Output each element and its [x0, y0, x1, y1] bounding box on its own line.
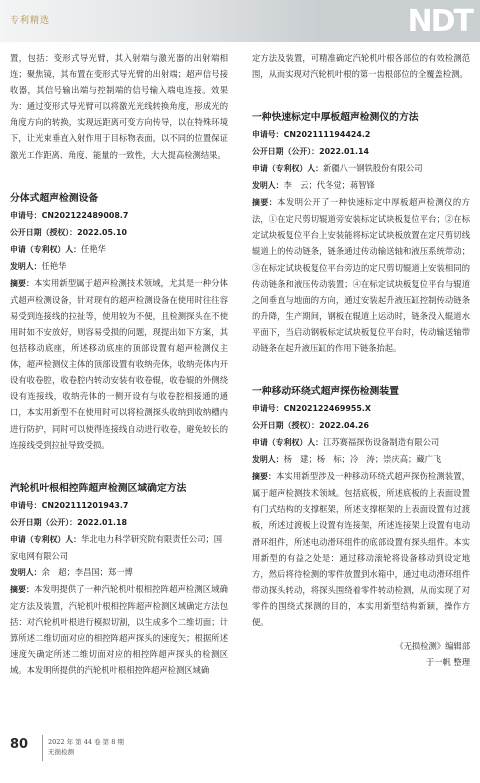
inventor: 发明人：余 超；李昌国；郑一博 [10, 566, 133, 577]
patent-abstract: 摘要：本实用新型属于超声检测技术领域，尤其是一种分体式超声检测设备，针对现有的超声检测设备在使用时往往容易受到连接线的拉扯等，使用较为不便，且检测探头在不使用时如不安放好，则容易受损的问题，现提出如下方案，其包括移动底座，所述移动底座的顶部设置有超声检测仪主体，超声检测仪主体的顶部设置有收纳壳体，收纳壳体内开设有收卷腔，收卷腔内转动安装有收卷辊，收卷辊的外侧绕设有连接线，收纳壳体的一侧开设有与收卷腔相接通的通口，本实用新型不在使用时可以将检测探头收纳到收纳槽内进行防护，同时可以使得连接线自动进行收卷，避免较长的连接线受到拉扯导致受损。 [10, 277, 228, 450]
page-number: 80 [10, 737, 29, 752]
publication-date: 公开日期（公开）：2022.01.18 [10, 517, 127, 527]
publication-date: 公开日期（授权）：2022.04.26 [252, 421, 369, 431]
patent-title: 一种快速标定中厚板超声检测仪的方法 [252, 112, 419, 124]
continued-abstract: 定方法及装置，可精准确定汽轮机叶根各部位的有效检测范围，从而实现对汽轮机叶根的第一齿根部位的全覆盖检测。 [252, 53, 470, 80]
application-number: 申请号：CN202122489008.7 [10, 210, 129, 220]
patent-entry [252, 110, 470, 356]
left-column [10, 50, 228, 678]
patent-abstract: 摘要：本实用新型涉及一种移动环绕式超声探伤检测装置，属于超声检测技术领域。包括底板，所述底板的上表面设置有门式结构的支撑框架，所述支撑框架的上表面设置有过渡板，所述过渡板上设置有连接架，所述连接架上设置有电动滑环组件，所述电动滑环组件的底部设置有探头组件。本实用新型的有益之处是：通过移动滚轮将设备移动到设定地方，然后将待检测的零件放置到水箱中，通过电动滑环组件带动探头转动，将探头围绕着零件转动检测，从而实现了对零件的围绕式探测的目的，本实用新型结构新颖，操作方便。 [252, 471, 470, 627]
patent-title: 汽轮机叶根相控阵超声检测区域确定方法 [10, 482, 187, 494]
application-number: 申请号：CN202111194424.2 [252, 130, 371, 140]
compiler-credit: 于一帆 整理 [425, 657, 470, 668]
patent-abstract: 摘要：本发明提供了一种汽轮机叶根相控阵超声检测区域确定方法及装置，汽轮机叶根相控阵超声检测区域确定方法包括：对汽轮机叶根进行模拟切割，以生成多个二维切面；计算所述二维切面对应的相控阵超声探头的速度矢；根据所述速度矢确定所述二维切面对应的相控阵超声探头的检测区域。本发明所提供的汽轮机叶根相控阵超声检测区域确 [10, 583, 228, 676]
applicant: 申请（专利权）人：新疆八一钢铁股份有限公司 [252, 163, 423, 174]
publication-date: 公开日期（公开）：2022.01.14 [252, 147, 369, 157]
patent-title: 一种移动环绕式超声探伤检测装置 [252, 386, 399, 398]
section-tag: 专利精选 [10, 16, 51, 26]
applicant: 申请（专利权）人：华北电力科学研究院有限责任公司；国家电网有限公司 [10, 533, 223, 561]
editor-credit: 《无损检测》编辑部 [395, 641, 470, 652]
applicant: 申请（专利权）人：任艳华 [10, 243, 106, 254]
application-number: 申请号：CN202122469955.X [252, 404, 371, 414]
patent-abstract: 摘要：本发明公开了一种快速标定中厚板超声检测仪的方法，①在定尺剪切辊道旁安装标定试块板复位平台；②在标定试块板复位平台上安装能将标定试块板放置在定尺剪切线辊道上的传动链条，链条通过传动输送轴和液压系统带动；③在标定试块板复位平台旁边的定尺剪切辊道上安装相同的传动链条和液压传动装置；④在标定试块板复位平台与辊道之间垂直与地面的方向，通过安装起升液压缸控制传动链条的升降，生产期间，钢板在辊道上运动时，链条没入辊道水平面下，当启动钢板标定试块板复位平台时，传动输送轴带动链条在起升液压缸的作用下链条抬起。 [252, 197, 470, 354]
patent-entry [10, 481, 228, 679]
issue-line: 2022 年 第 44 卷 第 8 期 [48, 738, 124, 746]
footer-divider [42, 735, 43, 761]
publication-date: 公开日期（授权）：2022.05.10 [10, 227, 127, 237]
journal-name: 无损检测 [48, 748, 74, 756]
inventor: 发明人：李 云；代冬觉；蒋智锋 [252, 180, 375, 191]
patent-entry [252, 384, 470, 630]
patent-title: 分体式超声检测设备 [10, 192, 99, 204]
inventor: 发明人：任艳华 [10, 260, 67, 271]
journal-logo: NDT [407, 4, 472, 39]
inventor: 发明人：杨 建；杨 标；冷 涛；崇庆高；藏广飞 [252, 454, 442, 465]
applicant: 申请（专利权）人：江苏赛福探伤设备制造有限公司 [252, 437, 440, 448]
continued-abstract: 置，包括：变形式导光臂，其入射端与激光器的出射端相连；聚焦镜，其布置在变形式导光臂的出射端；超声信号接收器，其信号输出端与控制端的信号输入端电连接。效果为：通过变形式导光臂可以将激光光线转换角度，形成光的角度方向的转换，实现远距离可变方向传导，以在特殊环境下，让光束垂直入射作用于目标物表面，以不同的位置保证激光工作距离、角度、能量的一致性，大大提高检测结果。 [10, 53, 228, 160]
footer-issue-info [48, 737, 124, 757]
right-column [252, 50, 470, 670]
application-number: 申请号：CN202111201943.7 [10, 500, 129, 510]
patent-entry [10, 191, 228, 453]
